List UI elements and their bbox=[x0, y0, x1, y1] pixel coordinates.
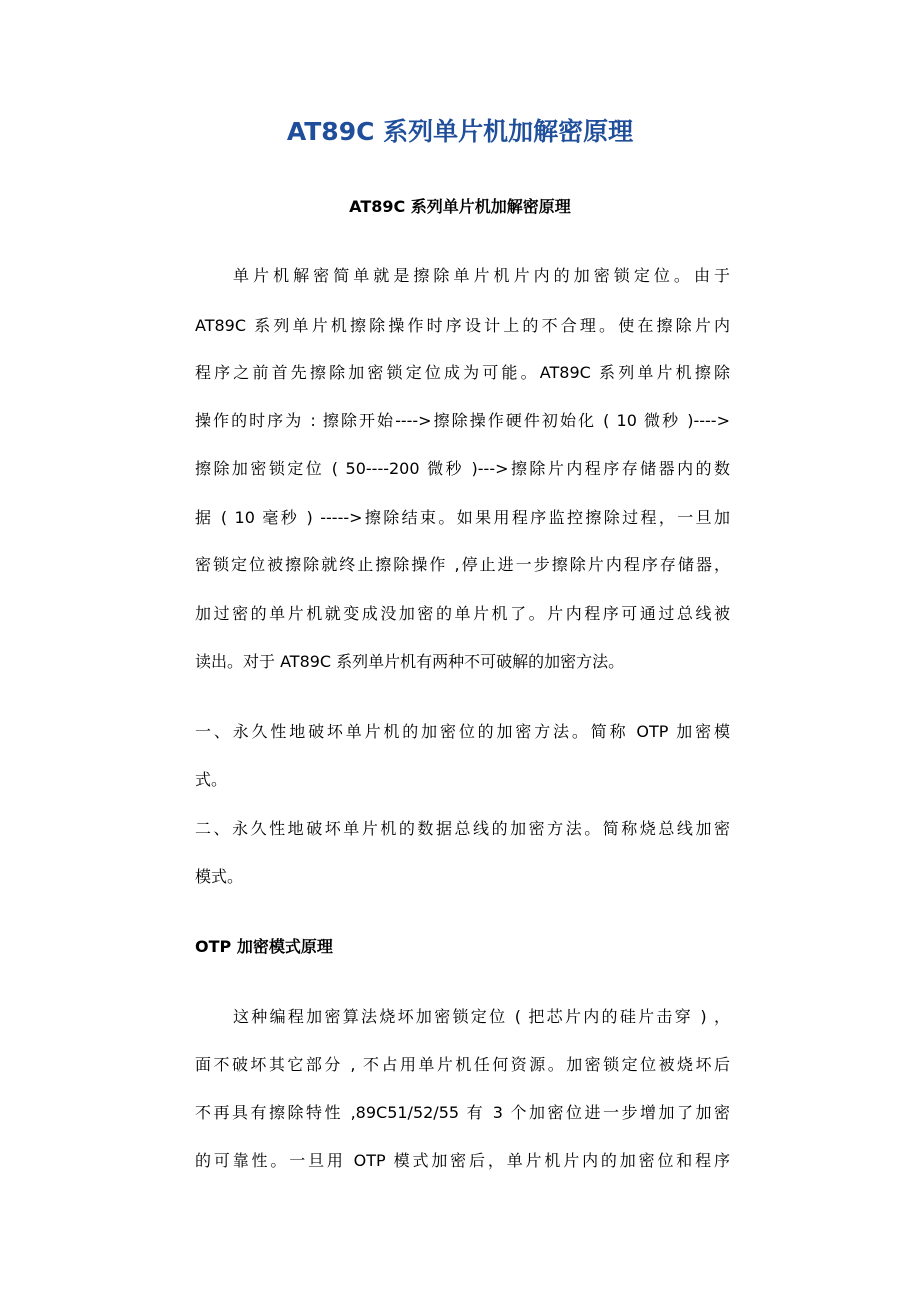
method-line: 一、永久性地破坏单片机的加密位的加密方法。简称 OTP 加密模 bbox=[195, 722, 730, 741]
otp-line: 面不破坏其它部分 , 不占用单片机任何资源。加密锁定位被烧坏后 bbox=[195, 1055, 730, 1074]
method-line: 式。 bbox=[195, 770, 228, 789]
otp-heading: OTP 加密模式原理 bbox=[195, 937, 333, 956]
otp-line: 不再具有擦除特性 ,89C51/52/55 有 3 个加密位进一步增加了加密 bbox=[195, 1103, 730, 1122]
intro-line: 加过密的单片机就变成没加密的单片机了。片内程序可通过总线被 bbox=[195, 604, 730, 623]
intro-line: AT89C 系列单片机擦除操作时序设计上的不合理。使在擦除片内 bbox=[195, 316, 730, 335]
document-title: AT89C 系列单片机加解密原理 bbox=[286, 117, 634, 146]
otp-line: 这种编程加密算法烧坏加密锁定位 ( 把芯片内的硅片击穿 ) ， bbox=[233, 1007, 730, 1026]
intro-line: 读出。对于 AT89C 系列单片机有两种不可破解的加密方法。 bbox=[195, 652, 625, 671]
method-line: 二、永久性地破坏单片机的数据总线的加密方法。简称烧总线加密 bbox=[195, 819, 730, 838]
otp-line: 的可靠性。一旦用 OTP 模式加密后，单片机片内的加密位和程序 bbox=[195, 1151, 730, 1170]
method-line: 模式。 bbox=[195, 867, 244, 886]
document-subtitle: AT89C 系列单片机加解密原理 bbox=[349, 197, 571, 216]
intro-line: 单片机解密简单就是擦除单片机片内的加密锁定位。由于 bbox=[233, 266, 730, 285]
intro-line: 操作的时序为 : 擦除开始---->擦除操作硬件初始化 ( 10 微秒 )----> bbox=[195, 411, 730, 430]
intro-line: 程序之前首先擦除加密锁定位成为可能。AT89C 系列单片机擦除 bbox=[195, 363, 730, 382]
intro-line: 据 ( 10 毫秒 ) ----->擦除结束。如果用程序监控擦除过程，一旦加 bbox=[195, 508, 730, 527]
intro-line: 密锁定位被擦除就终止擦除操作 ,停止进一步擦除片内程序存储器， bbox=[195, 555, 730, 574]
intro-line: 擦除加密锁定位 ( 50----200 微秒 )--->擦除片内程序存储器内的数 bbox=[195, 459, 730, 478]
